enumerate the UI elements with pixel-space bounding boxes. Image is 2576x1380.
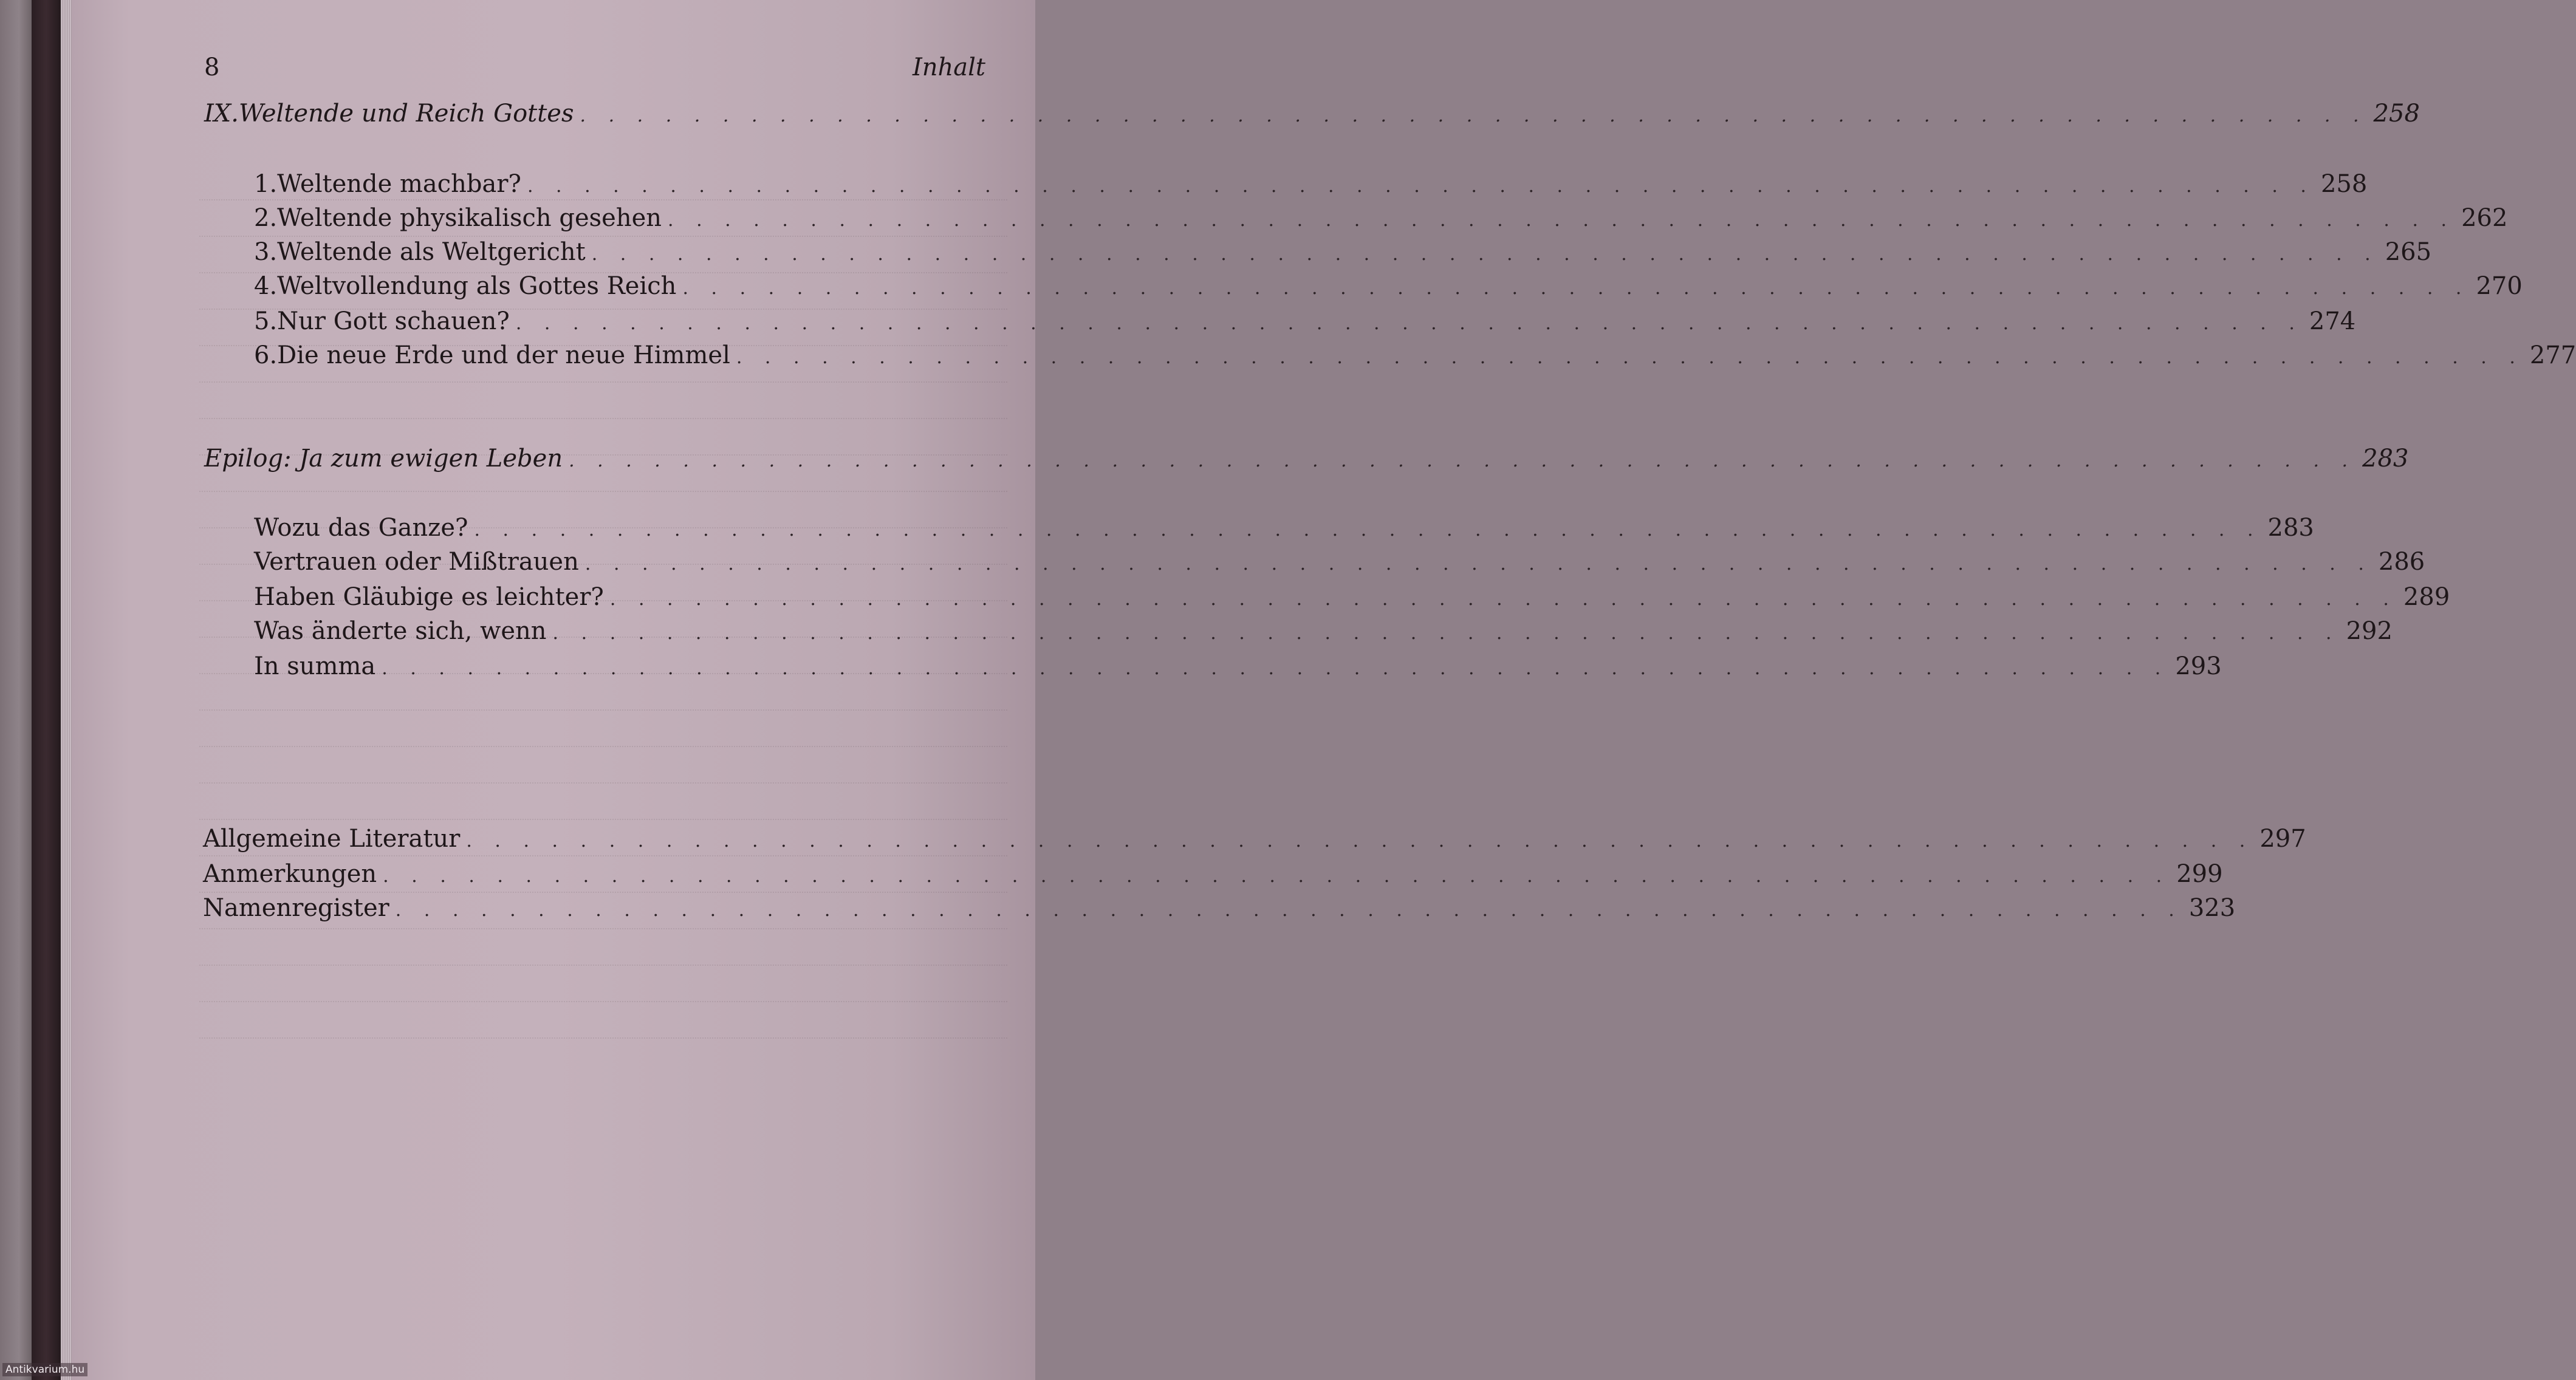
toc-backmatter-entry (203, 859, 2223, 892)
dot-leader: . . . . . . . . . . . . . . . . . . . . . . . . . . . . . . . . . . . . . . . . . . . . . . . . . . . . . . . . . . . . . . . (527, 176, 2315, 197)
toc-section-entry (254, 237, 2432, 270)
epilog-title: Epilog: Ja zum ewigen Leben (204, 445, 563, 473)
dot-leader: . . . . . . . . . . . . . . . . . . . . . . . . . . . . . . . . . . . . . . . . . . . . . . . . . . . . . . . . . . . . . . . (584, 553, 2372, 575)
toc-section-entry (254, 340, 2576, 373)
section-title: Haben Gläubige es leichter? (254, 583, 604, 611)
section-title: Wozu das Ganze? (254, 514, 468, 542)
toc-section-entry (254, 306, 2356, 339)
dot-leader: . . . . . . . . . . . . . . . . . . . . . . . . . . . . . . . . . . . . . . . . . . . . . . . . . . . . . . . . . . . . . . . (580, 105, 2368, 126)
section-page: 258 (2320, 170, 2368, 198)
dot-leader: . . . . . . . . . . . . . . . . . . . . . . . . . . . . . . . . . . . . . . . . . . . . . . . . . . . . . . . . . . . . . . . (515, 313, 2303, 334)
section-title: Was änderte sich, wenn (254, 617, 547, 645)
backmatter-page: 299 (2176, 860, 2223, 888)
chapter-title: Weltende und Reich Gottes (239, 100, 574, 128)
section-title: Weltende machbar? (277, 170, 521, 198)
toc-section-entry (254, 271, 2523, 304)
running-title: Inhalt (912, 53, 985, 81)
section-page: 265 (2385, 238, 2432, 266)
dot-leader: . . . . . . . . . . . . . . . . . . . . . . . . . . . . . . . . . . . . . . . . . . . . . . . . . . . . . . . . . . . . . . . (552, 623, 2340, 644)
dot-leader: . . . . . . . . . . . . . . . . . . . . . . . . . . . . . . . . . . . . . . . . . . . . . . . . . . . . . . . . . . . . . . . (591, 244, 2379, 265)
toc-section-entry (254, 203, 2508, 236)
backmatter-page: 323 (2188, 894, 2236, 922)
section-title: Die neue Erde und der neue Himmel (277, 341, 730, 369)
section-number: 6. (254, 341, 278, 369)
section-page: 289 (2403, 583, 2450, 611)
backmatter-title: Anmerkungen (203, 860, 377, 888)
dot-leader: . . . . . . . . . . . . . . . . . . . . . . . . . . . . . . . . . . . . . . . . . . . . . . . . . . . . . . . . . . . . . . . (466, 830, 2254, 852)
toc-epilog-section (254, 616, 2393, 649)
toc-section-entry (254, 169, 2368, 202)
page-edges (61, 0, 72, 1380)
section-page: 283 (2267, 514, 2314, 542)
section-number: 5. (254, 307, 278, 335)
section-title: Nur Gott schauen? (277, 307, 510, 335)
dot-leader: . . . . . . . . . . . . . . . . . . . . . . . . . . . . . . . . . . . . . . . . . . . . . . . . . . . . . . . . . . . . . . . (474, 519, 2262, 541)
dot-leader: . . . . . . . . . . . . . . . . . . . . . . . . . . . . . . . . . . . . . . . . . . . . . . . . . . . . . . . . . . . . . . . (383, 866, 2171, 887)
book-cover-edge (32, 0, 61, 1380)
toc-epilog-section (254, 547, 2425, 579)
section-page: 274 (2309, 307, 2356, 335)
dot-leader: . . . . . . . . . . . . . . . . . . . . . . . . . . . . . . . . . . . . . . . . . . . . . . . . . . . . . . . . . . . . . . . (395, 900, 2183, 921)
toc-chapter-entry (204, 98, 2420, 131)
section-page: 293 (2175, 652, 2222, 680)
section-title: Weltende physikalisch gesehen (277, 204, 662, 232)
section-page: 277 (2529, 341, 2576, 369)
book-spine-left (0, 0, 32, 1380)
watermark: Antikvarium.hu (2, 1363, 87, 1376)
dot-leader: . . . . . . . . . . . . . . . . . . . . . . . . . . . . . . . . . . . . . . . . . . . . . . . . . . . . . . . . . . . . . . . (382, 658, 2170, 679)
toc-backmatter-entry (203, 824, 2306, 856)
dot-leader: . . . . . . . . . . . . . . . . . . . . . . . . . . . . . . . . . . . . . . . . . . . . . . . . . . . . . . . . . . . . . . . (668, 210, 2456, 231)
section-title: In summa (254, 652, 376, 680)
epilog-page: 283 (2362, 445, 2409, 473)
dot-leader: . . . . . . . . . . . . . . . . . . . . . . . . . . . . . . . . . . . . . . . . . . . . . . . . . . . . . . . . . . . . . . . (569, 450, 2357, 471)
chapter-page: 258 (2373, 100, 2420, 128)
page-number: 8 (204, 53, 220, 81)
backmatter-title: Allgemeine Literatur (203, 825, 461, 853)
backmatter-title: Namenregister (203, 894, 389, 922)
toc-backmatter-entry (203, 893, 2236, 926)
section-number: 2. (254, 204, 278, 232)
section-title: Vertrauen oder Mißtrauen (254, 548, 579, 576)
section-page: 286 (2378, 548, 2425, 576)
toc-epilog-section (254, 651, 2222, 684)
dot-leader: . . . . . . . . . . . . . . . . . . . . . . . . . . . . . . . . . . . . . . . . . . . . . . . . . . . . . . . . . . . . . . . (736, 347, 2524, 368)
section-title: Weltvollendung als Gottes Reich (277, 272, 677, 300)
toc-epilog-section (254, 513, 2314, 545)
section-title: Weltende als Weltgericht (277, 238, 586, 266)
chapter-number: IX. (204, 100, 239, 128)
section-page: 270 (2476, 272, 2523, 300)
dot-leader: . . . . . . . . . . . . . . . . . . . . . . . . . . . . . . . . . . . . . . . . . . . . . . . . . . . . . . . . . . . . . . . (609, 589, 2397, 610)
toc-epilog-section (254, 582, 2450, 615)
backmatter-page: 297 (2259, 825, 2306, 853)
section-number: 1. (254, 170, 278, 198)
section-page: 292 (2346, 617, 2393, 645)
book-page (72, 0, 2576, 1380)
section-page: 262 (2461, 204, 2508, 232)
section-number: 4. (254, 272, 278, 300)
dot-leader: . . . . . . . . . . . . . . . . . . . . . . . . . . . . . . . . . . . . . . . . . . . . . . . . . . . . . . . . . . . . . . . (682, 278, 2470, 299)
section-number: 3. (254, 238, 278, 266)
toc-epilog-entry (204, 443, 2409, 476)
